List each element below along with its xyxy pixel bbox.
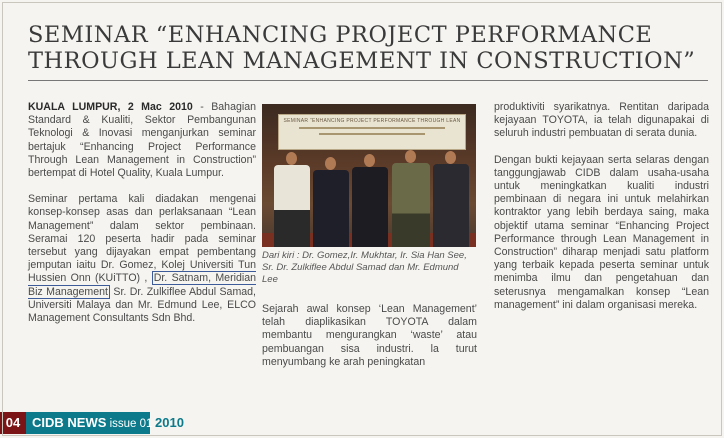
magazine-name	[26, 412, 153, 434]
dateline: KUALA LUMPUR, 2 Mac 2010	[28, 101, 193, 113]
highlighted-speaker[interactable]: Dr. Satnam, Meridian Biz Management	[28, 272, 256, 298]
photo-caption: Dari kiri : Dr. Gomez,Ir. Mukhtar, Ir. Sia Han See, Sr. Dr. Zulkiflee Abdul Samad dan Mr. Edmund Lee	[262, 250, 467, 285]
column-1	[28, 101, 256, 325]
paragraph-toyota: produktiviti syarikatnya. Rentitan daripada kejayaan TOYOTA, ia telah digunapakai di seluruh industri pembuatan di serata dunia.	[494, 101, 709, 140]
issue-year: 2010	[155, 415, 184, 430]
title-divider	[28, 80, 708, 81]
person-5	[432, 151, 470, 247]
person-3	[350, 154, 390, 247]
banner-text: SEMINAR “ENHANCING PROJECT PERFORMANCE THROUGH LEAN	[283, 118, 461, 124]
speakers-text-b: Sr. Dr. Zulkiflee Abdul Samad, Universiti Malaya dan Mr. Edmund Lee, ELCO Management Consultants Sdn Bhd.	[28, 285, 256, 325]
person-1	[272, 152, 312, 247]
title-line-1: SEMINAR “ENHANCING PROJECT PERFORMANCE	[28, 22, 653, 48]
paragraph-objective: Dengan bukti kejayaan serta selaras dengan tanggungjawab CIDB dalam usaha-usaha untuk meningkatkan kualiti industri pembinaan di negara ini untuk melahirkan kontraktor yang lebih berdaya saing, maka objektif utama seminar “Enhancing Project Performance through Lean Management in Construction” diharap menjadi satu platform yang terbaik kepada peserta seminar untuk menimba ilmu dan pengetahuan dan seterusnya mengamalkan konsep “Lean management” ini dalam organisasi mereka.	[494, 153, 709, 311]
issue-label: issue 01	[106, 418, 153, 430]
title-line-2: THROUGH LEAN MANAGEMENT IN CONSTRUCTION”	[28, 48, 696, 74]
page-number: 04	[0, 412, 26, 434]
article-title	[28, 22, 708, 74]
column-3	[494, 101, 709, 312]
intro-text: - Bahagian Standard & Kualiti, Sektor Pembangunan Teknologi & Inovasi menganjurkan seminar bertajuk “Enhancing Project Performance Through Lean Management in Construction” bertempat di Hotel Quality, Kuala Lumpur.	[28, 101, 256, 180]
seminar-banner	[278, 114, 466, 150]
person-4	[390, 150, 432, 247]
paragraph-intro	[28, 101, 256, 180]
page-footer	[0, 410, 724, 438]
paragraph-history: Sejarah awal konsep ‘Lean Management’ telah diaplikasikan TOYOTA dalam membantu mengurangkan ‘waste’ atau pembuangan sisa industri. la turut menyumbang ke arah peningkatan	[262, 303, 477, 368]
magazine-title: CIDB NEWS	[32, 415, 107, 430]
paragraph-speakers	[28, 193, 256, 325]
person-2	[312, 157, 350, 247]
column-2	[262, 303, 477, 369]
speakers-text-a: Seminar pertama kali diadakan mengenai konsep-konsep asas dan perlaksanaan “Lean Management” dalam sektor pembinaan. Seramai 120 peserta hadir pada seminar tersebut yang dijayakan empat pembentang jemputan iaitu Dr. Gomez, Kolej Universiti Tun Hussien Onn (KUiTTO) ,	[28, 193, 256, 285]
seminar-photo	[262, 104, 476, 247]
